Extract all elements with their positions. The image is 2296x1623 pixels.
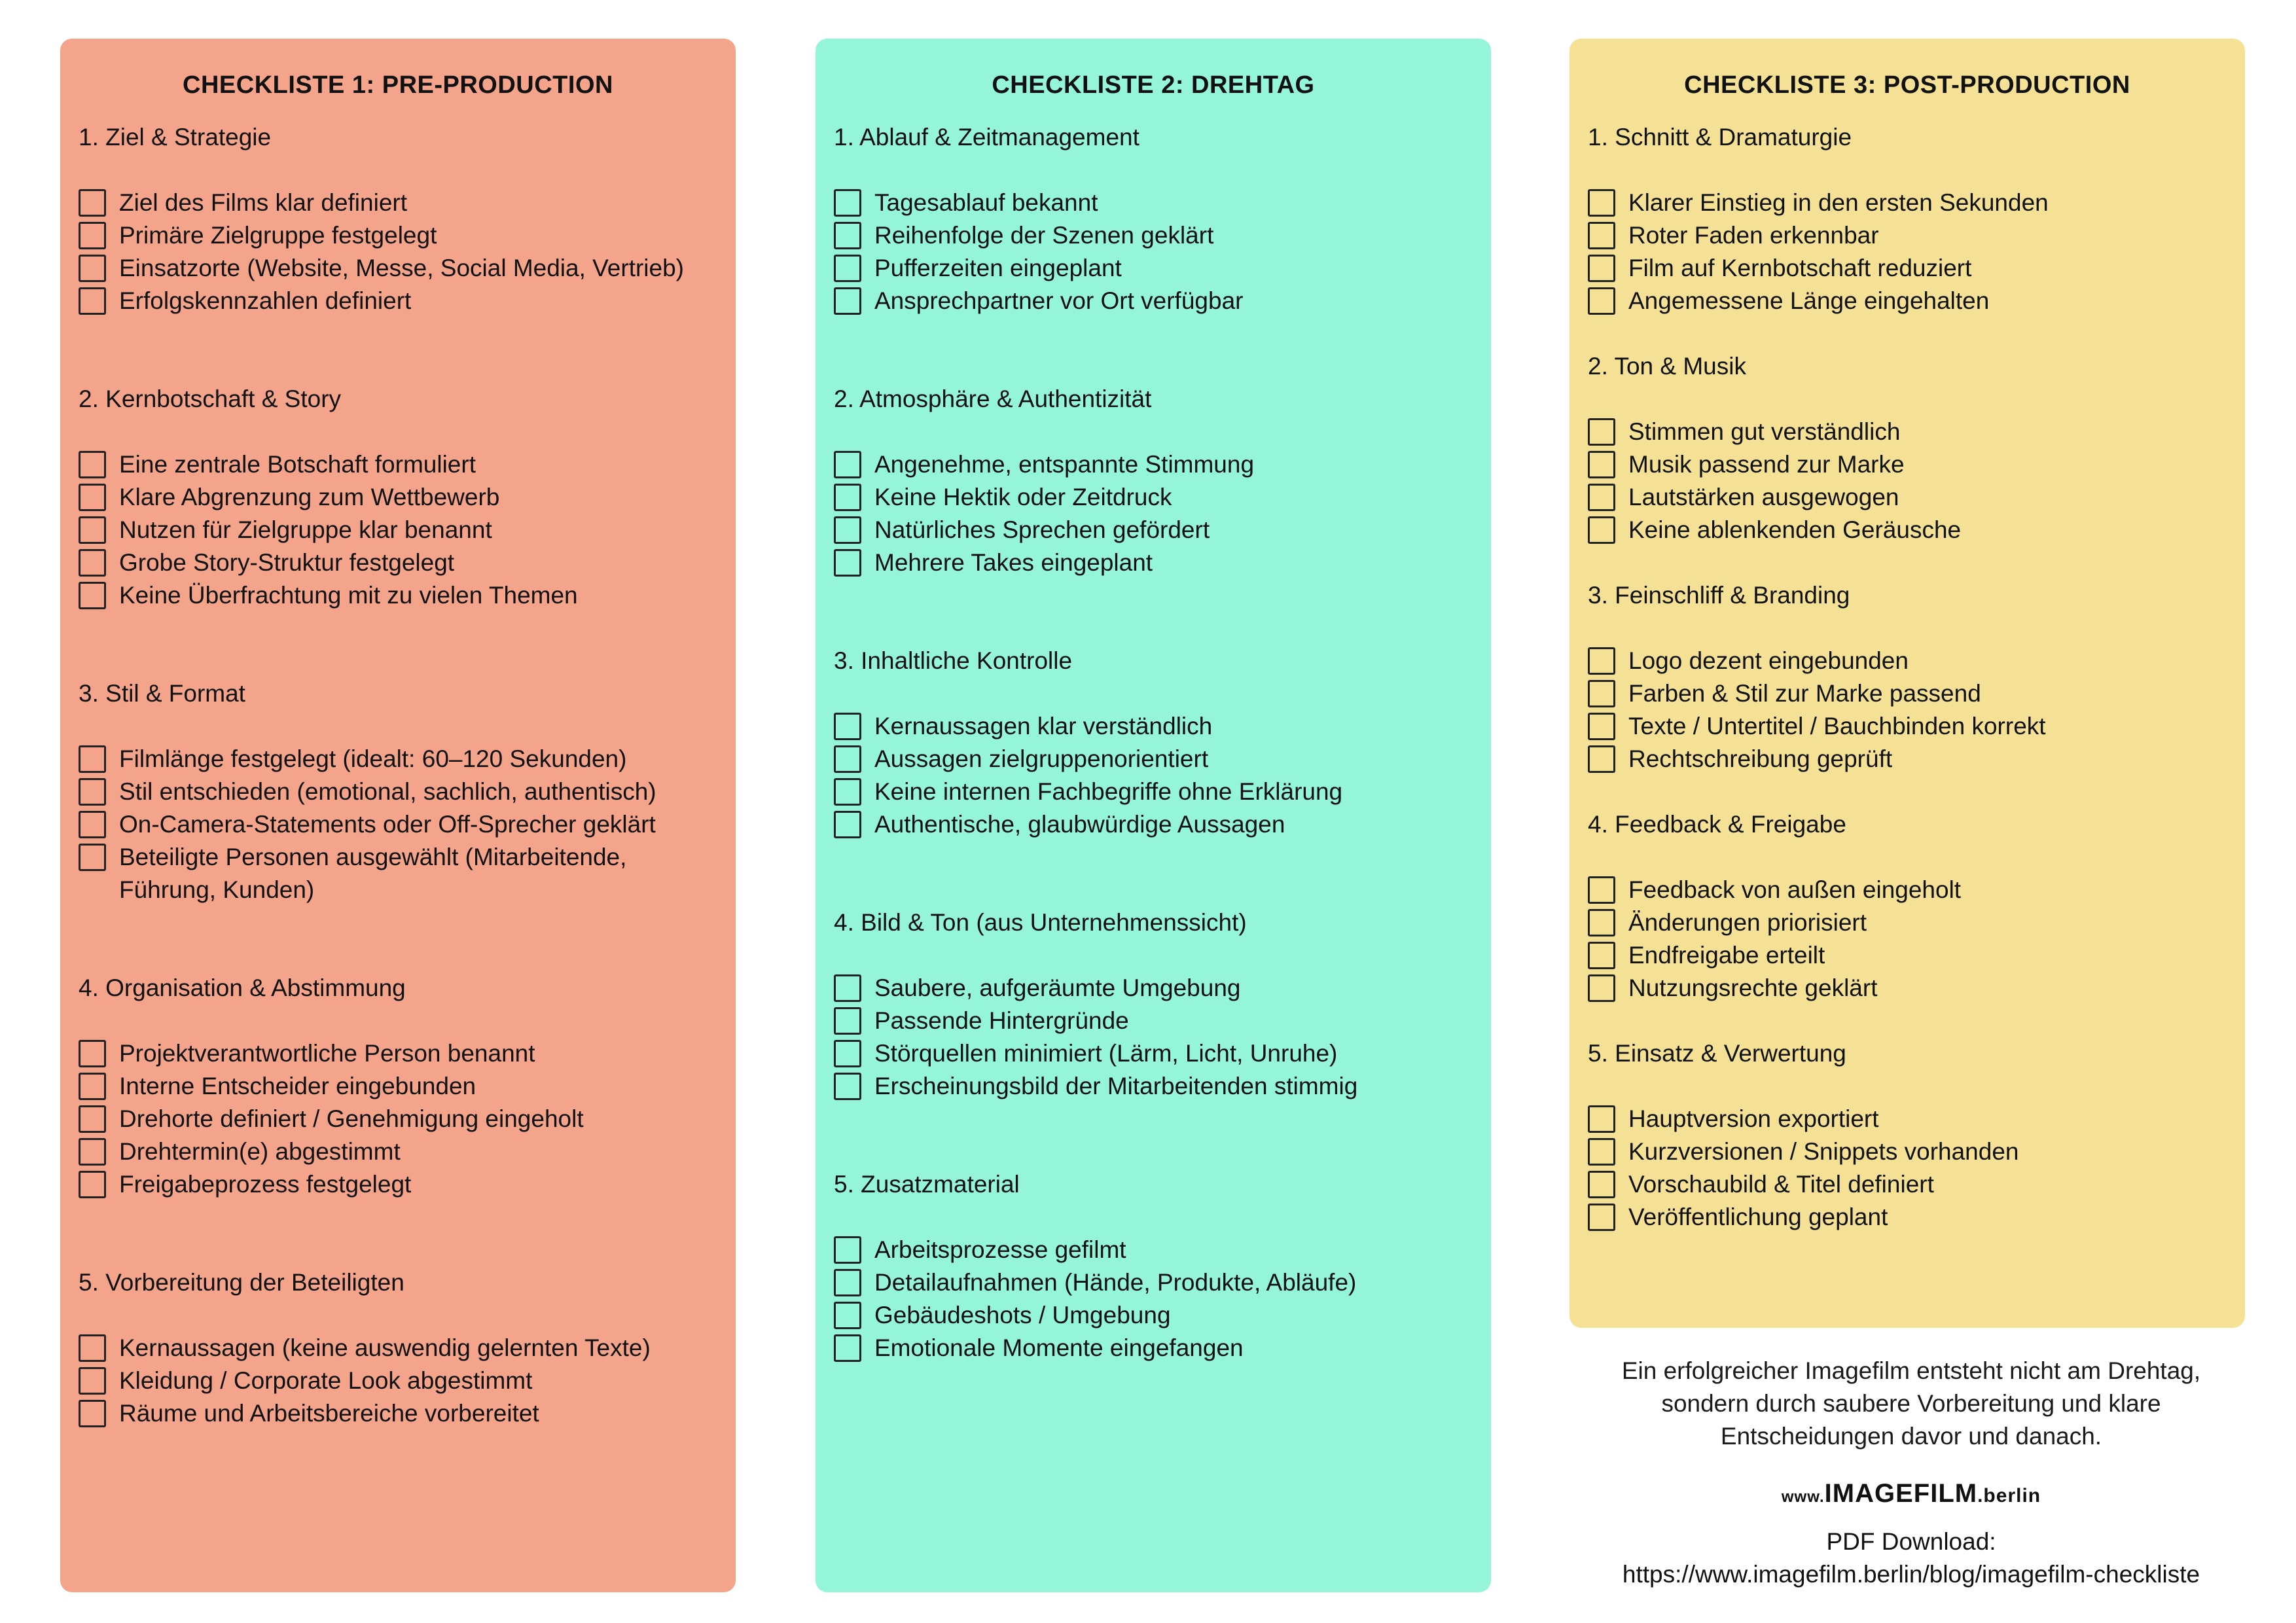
checklist-item	[79, 743, 717, 776]
checklist-item	[834, 1299, 1473, 1332]
checkbox[interactable]	[834, 549, 861, 577]
checkbox[interactable]	[834, 222, 861, 249]
checklist-item-label: Klare Abgrenzung zum Wettbewerb	[119, 484, 500, 510]
checklist-item-label: Veröffentlichung geplant	[1628, 1204, 1888, 1230]
checklist-item	[834, 285, 1473, 317]
column-title: CHECKLISTE 1: PRE-PRODUCTION	[183, 71, 613, 99]
brand-name: IMAGEFILM	[1824, 1479, 1978, 1508]
checklist-item-label: Nutzungsrechte geklärt	[1628, 974, 1878, 1001]
checklist-item-label: Rechtschreibung geprüft	[1628, 745, 1893, 772]
checklist-item	[79, 252, 717, 285]
checkbox[interactable]	[79, 451, 106, 478]
checklist-item-label: Roter Faden erkennbar	[1628, 222, 1879, 249]
checklist-item-label: Interne Entscheider eingebunden	[119, 1073, 476, 1099]
checklist-item-label: Grobe Story-Struktur festgelegt	[119, 549, 455, 576]
checklist-item	[1588, 219, 2227, 252]
checklist-section	[834, 645, 1473, 841]
checklist-item	[834, 972, 1473, 1005]
checkbox[interactable]	[834, 287, 861, 315]
checkbox[interactable]	[79, 1367, 106, 1395]
checklist-item	[1588, 1103, 2227, 1135]
checkbox[interactable]	[1588, 876, 1615, 904]
checklist-item-label: Drehtermin(e) abgestimmt	[119, 1138, 401, 1165]
checklist-item	[834, 743, 1473, 776]
checklist-item	[1588, 285, 2227, 317]
checkbox[interactable]	[79, 549, 106, 577]
checklist-item	[834, 808, 1473, 841]
footer-text-line-3: Entscheidungen davor und danach.	[1720, 1423, 2102, 1450]
checkbox[interactable]	[1588, 909, 1615, 936]
checkbox[interactable]	[834, 974, 861, 1002]
checklist-item	[834, 219, 1473, 252]
checkbox[interactable]	[79, 745, 106, 773]
checklist-item-label: Stil entschieden (emotional, sachlich, authentisch)	[119, 778, 656, 805]
checklist-item-label: Passende Hintergründe	[874, 1007, 1129, 1034]
checklist-item-label: Farben & Stil zur Marke passend	[1628, 680, 1981, 707]
section-title: 4. Organisation & Abstimmung	[79, 974, 406, 1001]
checklist-section	[1588, 350, 2227, 546]
checkbox[interactable]	[1588, 287, 1615, 315]
checklist-item-label: Einsatzorte (Website, Messe, Social Media, Vertrieb)	[119, 255, 684, 281]
column-title: CHECKLISTE 2: DREHTAG	[992, 71, 1315, 99]
checklist-section	[79, 677, 717, 906]
checklist-item	[1588, 677, 2227, 710]
checkbox[interactable]	[79, 1334, 106, 1362]
section-title: 4. Bild & Ton (aus Unternehmenssicht)	[834, 909, 1247, 936]
checklist-item-label: Drehorte definiert / Genehmigung eingeholt	[119, 1105, 584, 1132]
checklist-item	[79, 1168, 717, 1201]
checklist-item	[1588, 514, 2227, 546]
checklist-item-label: Lautstärken ausgewogen	[1628, 484, 1899, 510]
checkbox[interactable]	[834, 745, 861, 773]
checklist-item	[1588, 939, 2227, 972]
checklist-item	[834, 481, 1473, 514]
checkbox[interactable]	[79, 287, 106, 315]
checklist-item-label: Natürliches Sprechen gefördert	[874, 516, 1210, 543]
checkbox[interactable]	[1588, 484, 1615, 511]
checkbox[interactable]	[1588, 516, 1615, 544]
checklist-item-label: Emotionale Momente eingefangen	[874, 1334, 1244, 1361]
checklist-item	[1588, 481, 2227, 514]
checklist-item-label: Erfolgskennzahlen definiert	[119, 287, 412, 314]
checklist-item	[79, 841, 717, 906]
checklist-item-label: Texte / Untertitel / Bauchbinden korrekt	[1628, 713, 2046, 740]
checklist-item-label: Ansprechpartner vor Ort verfügbar	[874, 287, 1244, 314]
checkbox[interactable]	[79, 844, 106, 871]
checkbox[interactable]	[79, 516, 106, 544]
checklist-item-label: Kurzversionen / Snippets vorhanden	[1628, 1138, 2019, 1165]
checklist-item-label: Stimmen gut verständlich	[1628, 418, 1901, 445]
checklist-item	[1588, 645, 2227, 677]
checklist-item-label: Räume und Arbeitsbereiche vorbereitet	[119, 1400, 539, 1427]
checklist-item-label: Musik passend zur Marke	[1628, 451, 1905, 478]
checkbox[interactable]	[1588, 680, 1615, 707]
checklist-item-label: Arbeitsprozesse gefilmt	[874, 1236, 1126, 1263]
checkbox[interactable]	[79, 222, 106, 249]
checklist-item-label: Kernaussagen klar verständlich	[874, 713, 1213, 740]
checklist-item-label: Gebäudeshots / Umgebung	[874, 1302, 1171, 1329]
section-title: 1. Ablauf & Zeitmanagement	[834, 124, 1139, 151]
checklist-item-label: Saubere, aufgeräumte Umgebung	[874, 974, 1241, 1001]
checklist-item-label: Filmlänge festgelegt (idealt: 60–120 Sekunden)	[119, 745, 627, 772]
checklist-item	[1588, 972, 2227, 1005]
checklist-item-label: Klarer Einstieg in den ersten Sekunden	[1628, 189, 2049, 216]
checklist-item-label: Endfreigabe erteilt	[1628, 942, 1825, 969]
section-title: 1. Schnitt & Dramaturgie	[1588, 124, 1852, 151]
checklist-item-label: Keine ablenkenden Geräusche	[1628, 516, 1962, 543]
checklist-item-label: Störquellen minimiert (Lärm, Licht, Unruhe)	[874, 1040, 1338, 1067]
checklist-item	[834, 1070, 1473, 1103]
checkbox[interactable]	[1588, 451, 1615, 478]
checklist-item	[834, 1037, 1473, 1070]
checkbox[interactable]	[79, 255, 106, 282]
checklist-item	[79, 285, 717, 317]
checklist-item	[79, 1397, 717, 1430]
checklist-item	[79, 448, 717, 481]
checklist-item-label: Eine zentrale Botschaft formuliert	[119, 451, 476, 478]
checklist-item	[79, 1037, 717, 1070]
checklist-item	[834, 448, 1473, 481]
checklist-section	[1588, 1037, 2227, 1234]
section-title: 2. Atmosphäre & Authentizität	[834, 385, 1152, 412]
checklist-item-label: Film auf Kernbotschaft reduziert	[1628, 255, 1972, 281]
checkbox[interactable]	[1588, 255, 1615, 282]
checkbox[interactable]	[1588, 647, 1615, 675]
checkbox[interactable]	[834, 189, 861, 217]
checkbox[interactable]	[834, 1269, 861, 1296]
checklist-section	[1588, 579, 2227, 776]
checklist-item	[834, 546, 1473, 579]
checkbox[interactable]	[834, 778, 861, 806]
checkbox[interactable]	[1588, 222, 1615, 249]
checklist-item	[1588, 252, 2227, 285]
checklist-item	[79, 1332, 717, 1364]
checklist-item	[1588, 1168, 2227, 1201]
section-title: 3. Feinschliff & Branding	[1588, 582, 1850, 609]
checkbox[interactable]	[79, 1138, 106, 1166]
checklist-item-label: Logo dezent eingebunden	[1628, 647, 1909, 674]
checkbox[interactable]	[1588, 1204, 1615, 1231]
checklist-item-label: Keine Überfrachtung mit zu vielen Themen	[119, 582, 578, 609]
checkbox[interactable]	[79, 1040, 106, 1067]
checklist-section	[1588, 121, 2227, 317]
section-title: 2. Ton & Musik	[1588, 353, 1746, 380]
checkbox[interactable]	[1588, 745, 1615, 773]
checkbox[interactable]	[79, 778, 106, 806]
checkbox[interactable]	[79, 484, 106, 511]
checklist-item	[79, 579, 717, 612]
checklist-item-label: Aussagen zielgruppenorientiert	[874, 745, 1209, 772]
checkbox[interactable]	[834, 713, 861, 740]
checklist-item	[1588, 710, 2227, 743]
checklist-item	[834, 710, 1473, 743]
checklist-item	[1588, 448, 2227, 481]
column-title: CHECKLISTE 3: POST-PRODUCTION	[1684, 71, 2130, 99]
checkbox[interactable]	[1588, 1171, 1615, 1198]
checklist-item-label: Angemessene Länge eingehalten	[1628, 287, 1990, 314]
checkbox[interactable]	[79, 1105, 106, 1133]
checklist-item	[1588, 906, 2227, 939]
checklist-item	[1588, 187, 2227, 219]
checklist-column-post-production	[1570, 39, 2245, 1328]
checklist-item-label: Hauptversion exportiert	[1628, 1105, 1879, 1132]
checklist-item-label: Freigabeprozess festgelegt	[119, 1171, 412, 1198]
checklist-section	[834, 1168, 1473, 1364]
checkbox[interactable]	[834, 1073, 861, 1100]
checklist-item	[834, 1332, 1473, 1364]
checklist-item	[79, 1364, 717, 1397]
section-title: 3. Inhaltliche Kontrolle	[834, 647, 1073, 674]
checkbox[interactable]	[79, 1400, 106, 1427]
section-title: 3. Stil & Format	[79, 680, 245, 707]
checklist-item	[79, 808, 717, 841]
checklist-section	[834, 906, 1473, 1103]
brand-logo[interactable]	[1571, 1479, 2251, 1508]
checklist-item-label: Kleidung / Corporate Look abgestimmt	[119, 1367, 533, 1394]
pdf-download-label: PDF Download:	[1826, 1528, 1996, 1555]
checklist-item	[79, 481, 717, 514]
section-title: 2. Kernbotschaft & Story	[79, 385, 342, 412]
checkbox[interactable]	[834, 516, 861, 544]
checklist-section	[834, 121, 1473, 317]
checklist-item-label: Keine Hektik oder Zeitdruck	[874, 484, 1172, 510]
checklist-column-drehtag	[816, 39, 1491, 1592]
checkbox[interactable]	[834, 484, 861, 511]
checkbox[interactable]	[79, 582, 106, 609]
checklist-section	[834, 383, 1473, 579]
checklist-item-label: Kernaussagen (keine auswendig gelernten Texte)	[119, 1334, 651, 1361]
checklist-item-label: Änderungen priorisiert	[1628, 909, 1867, 936]
checklist-item-label: Primäre Zielgruppe festgelegt	[119, 222, 437, 249]
checklist-item	[834, 1234, 1473, 1266]
checklist-item	[1588, 1201, 2227, 1234]
checklist-column-pre-production	[60, 39, 736, 1592]
checkbox[interactable]	[834, 1302, 861, 1329]
checklist-section	[79, 121, 717, 317]
checkbox[interactable]	[834, 1236, 861, 1264]
checklist-item-label: Feedback von außen eingeholt	[1628, 876, 1962, 903]
checklist-item-label: On-Camera-Statements oder Off-Sprecher geklärt	[119, 811, 656, 838]
checkbox[interactable]	[1588, 1138, 1615, 1166]
checklist-item	[834, 1266, 1473, 1299]
checklist-item-label: Pufferzeiten eingeplant	[874, 255, 1122, 281]
checkbox[interactable]	[79, 1073, 106, 1100]
checkbox[interactable]	[834, 451, 861, 478]
checklist-item	[1588, 1135, 2227, 1168]
checklist-item	[79, 776, 717, 808]
checklist-item	[1588, 416, 2227, 448]
checklist-item	[1588, 743, 2227, 776]
checkbox[interactable]	[79, 189, 106, 217]
checklist-item	[79, 514, 717, 546]
checkbox[interactable]	[834, 1040, 861, 1067]
section-title: 1. Ziel & Strategie	[79, 124, 272, 151]
checklist-item	[79, 1070, 717, 1103]
footer-text-line-1: Ein erfolgreicher Imagefilm entsteht nicht am Drehtag,	[1621, 1357, 2201, 1384]
section-title: 5. Einsatz & Verwertung	[1588, 1040, 1846, 1067]
checklist-item-label: Ziel des Films klar definiert	[119, 189, 408, 216]
checkbox[interactable]	[1588, 713, 1615, 740]
section-title: 4. Feedback & Freigabe	[1588, 811, 1846, 838]
checkbox[interactable]	[834, 1334, 861, 1362]
checklist-item-label: Erscheinungsbild der Mitarbeitenden stimmig	[874, 1073, 1358, 1099]
checklist-item	[834, 514, 1473, 546]
checklist-item	[834, 187, 1473, 219]
checkbox[interactable]	[79, 1171, 106, 1198]
footer-text-line-2: sondern durch saubere Vorbereitung und klare	[1661, 1390, 2161, 1417]
checklist-item	[79, 1103, 717, 1135]
checklist-item-label: Mehrere Takes eingeplant	[874, 549, 1153, 576]
checklist-item	[834, 1005, 1473, 1037]
pdf-download-link[interactable]: https://www.imagefilm.berlin/blog/imagefilm-checkliste	[1622, 1561, 2200, 1588]
checklist-item-label: Detailaufnahmen (Hände, Produkte, Abläufe)	[874, 1269, 1357, 1296]
checklist-item	[79, 219, 717, 252]
checklist-item	[1588, 874, 2227, 906]
checklist-item-label: Keine internen Fachbegriffe ohne Erklärung	[874, 778, 1343, 805]
checklist-item	[834, 776, 1473, 808]
checklist-item-label: Angenehme, entspannte Stimmung	[874, 451, 1255, 478]
checkbox[interactable]	[834, 811, 861, 838]
checklist-item-label: Beteiligte Personen ausgewählt (Mitarbeitende, Führung, Kunden)	[119, 844, 627, 903]
checklist-item-label: Reihenfolge der Szenen geklärt	[874, 222, 1214, 249]
checkbox[interactable]	[1588, 189, 1615, 217]
checklist-section	[1588, 808, 2227, 1005]
brand-tld: .berlin	[1977, 1485, 2041, 1507]
checklist-item-label: Authentische, glaubwürdige Aussagen	[874, 811, 1285, 838]
checkbox[interactable]	[1588, 1105, 1615, 1133]
section-title: 5. Zusatzmaterial	[834, 1171, 1020, 1198]
checklist-item-label: Nutzen für Zielgruppe klar benannt	[119, 516, 492, 543]
section-title: 5. Vorbereitung der Beteiligten	[79, 1269, 404, 1296]
checklist-item	[834, 252, 1473, 285]
brand-www: www.	[1781, 1488, 1825, 1506]
checkbox[interactable]	[834, 255, 861, 282]
checkbox[interactable]	[79, 811, 106, 838]
checklist-item	[79, 187, 717, 219]
checklist-section	[79, 383, 717, 612]
checklist-item-label: Vorschaubild & Titel definiert	[1628, 1171, 1934, 1198]
checklist-section	[79, 1266, 717, 1430]
footer	[1571, 1355, 2251, 1591]
checklist-item	[79, 546, 717, 579]
checklist-item	[79, 1135, 717, 1168]
checklist-item-label: Projektverantwortliche Person benannt	[119, 1040, 535, 1067]
checkbox[interactable]	[1588, 974, 1615, 1002]
checklist-section	[79, 972, 717, 1201]
checkbox[interactable]	[1588, 418, 1615, 446]
checkbox[interactable]	[834, 1007, 861, 1035]
checklist-item-label: Tagesablauf bekannt	[874, 189, 1098, 216]
checkbox[interactable]	[1588, 942, 1615, 969]
